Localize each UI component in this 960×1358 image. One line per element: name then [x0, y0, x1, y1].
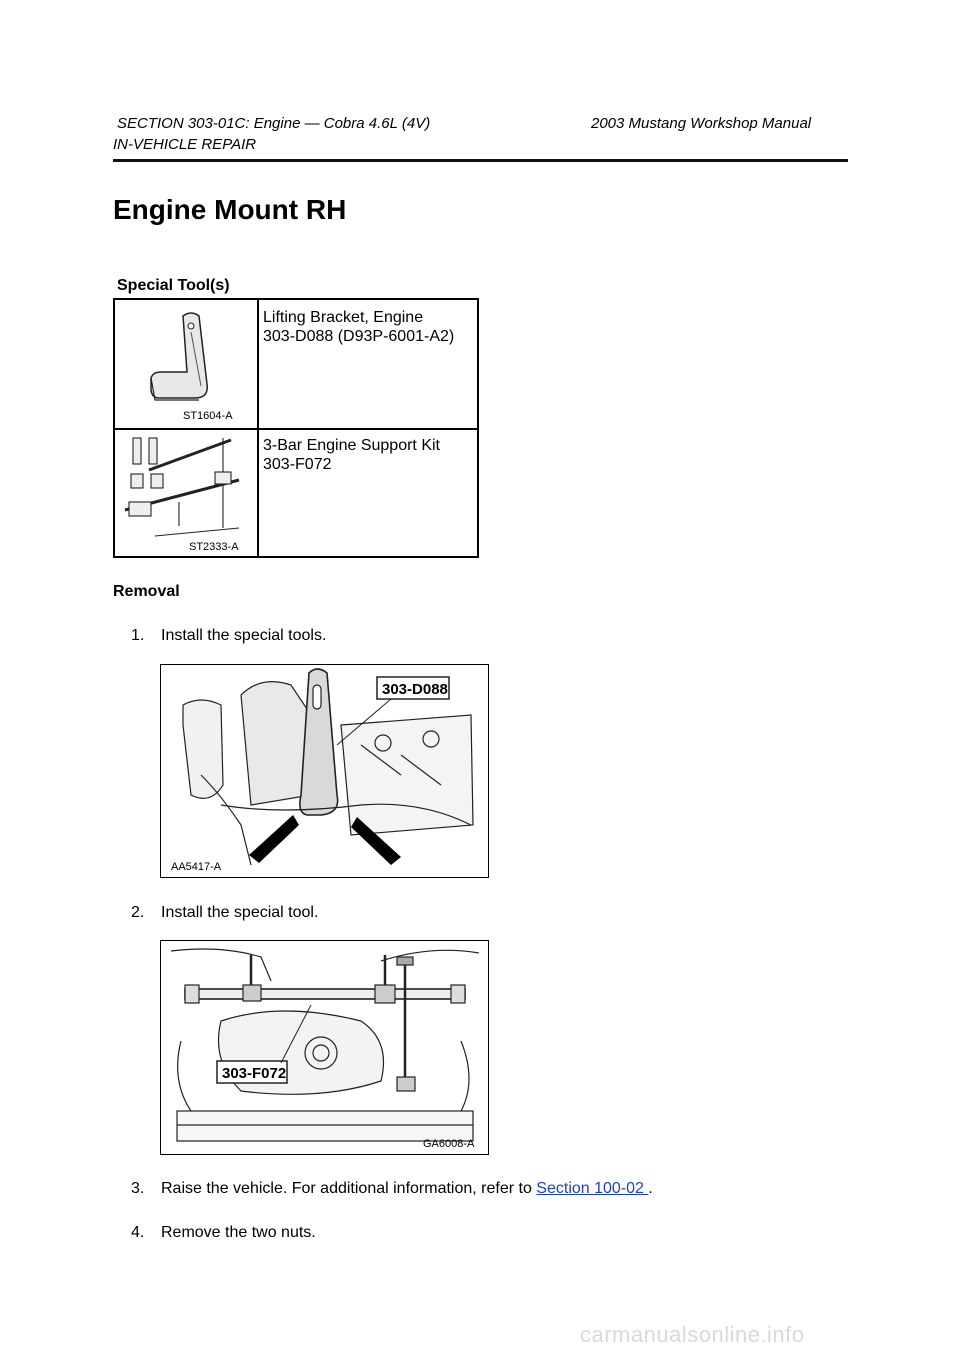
step-text: Install the special tool.	[161, 904, 319, 921]
figure-label: ST2333-A	[189, 541, 239, 553]
figure-aa5417	[160, 664, 489, 878]
tool-number: 303-F072	[263, 456, 332, 473]
special-tools-heading: Special Tool(s)	[117, 277, 230, 294]
tool-row	[115, 430, 477, 556]
figure-callout: 303-F072	[222, 1065, 287, 1082]
figure-label: ST1604-A	[183, 410, 233, 422]
watermark: carmanualsonline.info	[580, 1322, 805, 1347]
special-tools-table	[113, 298, 479, 558]
step-number: 2.	[131, 904, 145, 921]
tool-row	[115, 300, 477, 428]
page-title: Engine Mount RH	[113, 194, 347, 225]
step-number: 3.	[131, 1180, 145, 1197]
figure-callout: 303-D088	[382, 681, 448, 698]
step-3	[131, 1180, 653, 1198]
step-4	[131, 1224, 316, 1242]
engine-support-kit-illustration	[119, 432, 255, 554]
step-2	[131, 904, 318, 922]
figure-label: AA5417-A	[171, 861, 222, 873]
section-header: SECTION 303-01C: Engine — Cobra 4.6L (4V)	[117, 115, 431, 132]
figure-ga6008	[160, 940, 489, 1155]
manual-title: 2003 Mustang Workshop Manual	[591, 115, 812, 132]
step-number: 4.	[131, 1224, 145, 1241]
section-100-02-link[interactable]: Section 100-02	[536, 1180, 649, 1197]
step-text-end: .	[648, 1180, 653, 1197]
tool-number: 303-D088 (D93P-6001-A2)	[263, 328, 455, 345]
lifting-bracket-illustration	[121, 306, 253, 424]
step-text: Install the special tools.	[161, 627, 327, 644]
step-text: Remove the two nuts.	[161, 1224, 316, 1241]
tool-name: Lifting Bracket, Engine	[263, 309, 424, 326]
step-1	[131, 627, 326, 645]
header-rule	[113, 159, 848, 162]
step-text: Raise the vehicle. For additional information, refer to	[161, 1180, 537, 1197]
removal-heading: Removal	[113, 583, 180, 600]
step-number: 1.	[131, 627, 145, 644]
figure-label: GA6008-A	[423, 1138, 475, 1150]
subsection-header: IN-VEHICLE REPAIR	[113, 136, 257, 153]
engine-bracket-figure	[161, 665, 488, 877]
tool-name: 3-Bar Engine Support Kit	[263, 437, 440, 454]
engine-support-figure	[161, 941, 488, 1154]
